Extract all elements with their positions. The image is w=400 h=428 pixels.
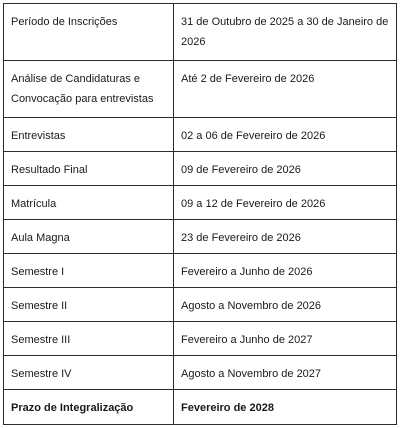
row-label: Resultado Final [4,152,174,186]
table-row [4,118,397,152]
row-label: Prazo de Integralização [4,390,174,425]
row-value: 23 de Fevereiro de 2026 [174,220,397,254]
table-row [4,186,397,220]
row-label: Semestre I [4,254,174,288]
table-row [4,356,397,390]
table-row [4,390,397,425]
row-label: Semestre IV [4,356,174,390]
row-value: 09 a 12 de Fevereiro de 2026 [174,186,397,220]
row-value: Até 2 de Fevereiro de 2026 [174,61,397,118]
row-value: Fevereiro a Junho de 2027 [174,322,397,356]
row-value: 02 a 06 de Fevereiro de 2026 [174,118,397,152]
row-label: Matrícula [4,186,174,220]
table-row [4,254,397,288]
row-value: Fevereiro de 2028 [174,390,397,425]
row-label: Análise de Candidaturas e Convocação para entrevistas [4,61,174,118]
row-value: Agosto a Novembro de 2026 [174,288,397,322]
row-value: Agosto a Novembro de 2027 [174,356,397,390]
row-label: Entrevistas [4,118,174,152]
row-label: Período de Inscrições [4,4,174,61]
row-value: 09 de Fevereiro de 2026 [174,152,397,186]
schedule-table-container [3,3,396,425]
row-label: Semestre II [4,288,174,322]
table-row [4,220,397,254]
schedule-table [3,3,397,425]
row-label: Aula Magna [4,220,174,254]
table-row [4,152,397,186]
row-label: Semestre III [4,322,174,356]
table-row [4,288,397,322]
row-value: Fevereiro a Junho de 2026 [174,254,397,288]
row-value: 31 de Outubro de 2025 a 30 de Janeiro de 2026 [174,4,397,61]
table-row [4,4,397,61]
table-row [4,61,397,118]
table-row [4,322,397,356]
